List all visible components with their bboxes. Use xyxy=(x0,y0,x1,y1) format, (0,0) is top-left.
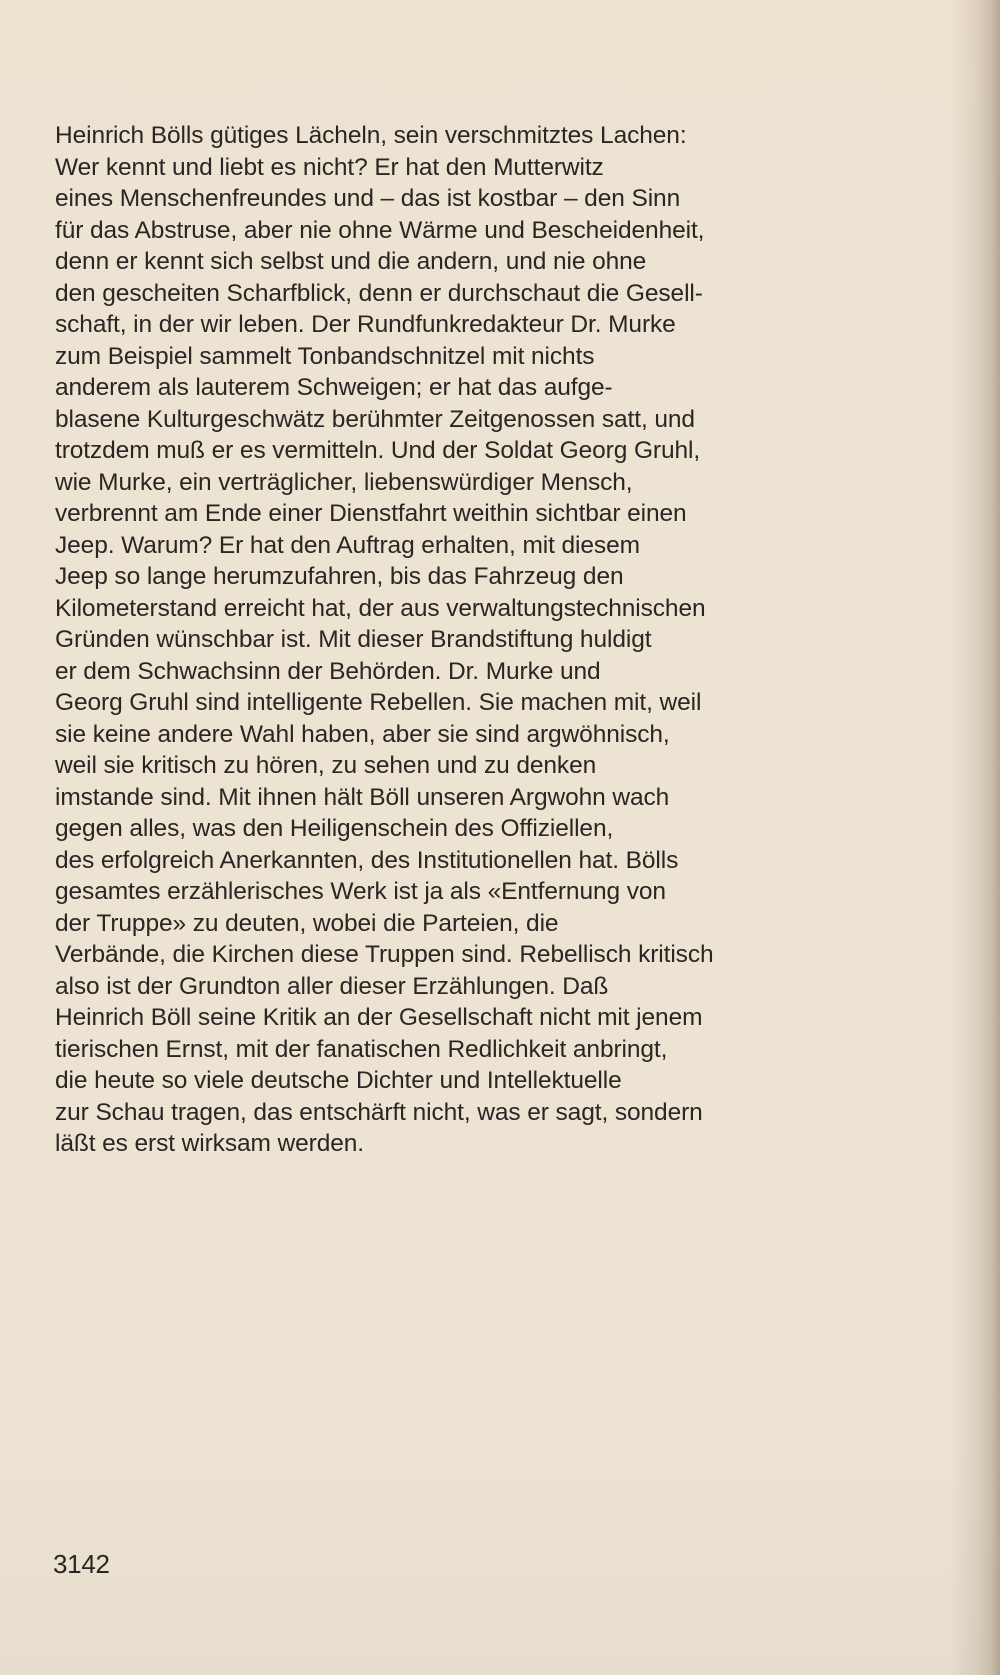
blurb-line: er dem Schwachsinn der Behörden. Dr. Murke und xyxy=(55,657,601,685)
blurb-line: verbrennt am Ende einer Dienstfahrt weithin sichtbar einen xyxy=(55,500,687,527)
blurb-line: tierischen Ernst, mit der fanatischen Redlichkeit anbringt, xyxy=(55,1035,668,1063)
blurb-line: gegen alles, was den Heiligenschein des Offiziellen, xyxy=(55,815,614,842)
blurb-line: blasene Kulturgeschwätz berühmter Zeitgenossen satt, und xyxy=(55,405,695,433)
blurb-line: Wer kennt und liebt es nicht? Er hat den Mutterwitz xyxy=(55,153,604,181)
catalog-number: 3142 xyxy=(53,1549,110,1579)
blurb-line: Georg Gruhl sind intelligente Rebellen. Sie machen mit, weil xyxy=(55,689,702,716)
blurb-line: Gründen wünschbar ist. Mit dieser Brandstiftung huldigt xyxy=(55,626,652,653)
blurb-line: Jeep so lange herumzufahren, bis das Fahrzeug den xyxy=(55,563,624,590)
blurb-text xyxy=(55,120,955,1160)
blurb-line: Jeep. Warum? Er hat den Auftrag erhalten, mit diesem xyxy=(55,531,640,559)
blurb-line: zur Schau tragen, das entschärft nicht, was er sagt, sondern xyxy=(55,1098,703,1126)
blurb-line: die heute so viele deutsche Dichter und Intellektuelle xyxy=(55,1067,622,1094)
blurb-line: denn er kennt sich selbst und die andern, und nie ohne xyxy=(55,248,647,275)
blurb-line: imstande sind. Mit ihnen hält Böll unseren Argwohn wach xyxy=(55,783,670,811)
blurb-line: des erfolgreich Anerkannten, des Institutionellen hat. Bölls xyxy=(55,846,679,874)
blurb-line: sie keine andere Wahl haben, aber sie sind argwöhnisch, xyxy=(55,720,670,748)
blurb-line: weil sie kritisch zu hören, zu sehen und zu denken xyxy=(55,752,597,779)
blurb-line: Verbände, die Kirchen diese Truppen sind. Rebellisch kritisch xyxy=(55,941,714,968)
blurb-line: wie Murke, ein verträglicher, liebenswürdiger Mensch, xyxy=(55,468,633,496)
blurb-line: eines Menschenfreundes und – das ist kostbar – den Sinn xyxy=(55,185,681,212)
blurb-line: also ist der Grundton aller dieser Erzählungen. Daß xyxy=(55,972,609,1000)
blurb-line: Heinrich Böll seine Kritik an der Gesellschaft nicht mit jenem xyxy=(55,1004,703,1031)
blurb-line: anderem als lauterem Schweigen; er hat das aufge- xyxy=(55,374,613,401)
blurb-line: gesamtes erzählerisches Werk ist ja als «Entfernung von xyxy=(55,878,666,905)
blurb-line: der Truppe» zu deuten, wobei die Parteien, die xyxy=(55,909,559,937)
blurb-line: zum Beispiel sammelt Tonbandschnitzel mit nichts xyxy=(55,342,595,370)
blurb-line: Kilometerstand erreicht hat, der aus verwaltungstechnischen xyxy=(55,594,706,622)
blurb-line: läßt es erst wirksam werden. xyxy=(55,1130,364,1157)
blurb-line: für das Abstruse, aber nie ohne Wärme und Bescheidenheit, xyxy=(55,216,705,244)
page-edge-shadow xyxy=(978,0,1000,1675)
blurb-line: den gescheiten Scharfblick, denn er durchschaut die Gesell- xyxy=(55,279,703,307)
blurb-line: Heinrich Bölls gütiges Lächeln, sein verschmitztes Lachen: xyxy=(55,122,687,149)
blurb-line: schaft, in der wir leben. Der Rundfunkredakteur Dr. Murke xyxy=(55,311,676,338)
blurb-line: trotzdem muß er es vermitteln. Und der Soldat Georg Gruhl, xyxy=(55,437,701,464)
